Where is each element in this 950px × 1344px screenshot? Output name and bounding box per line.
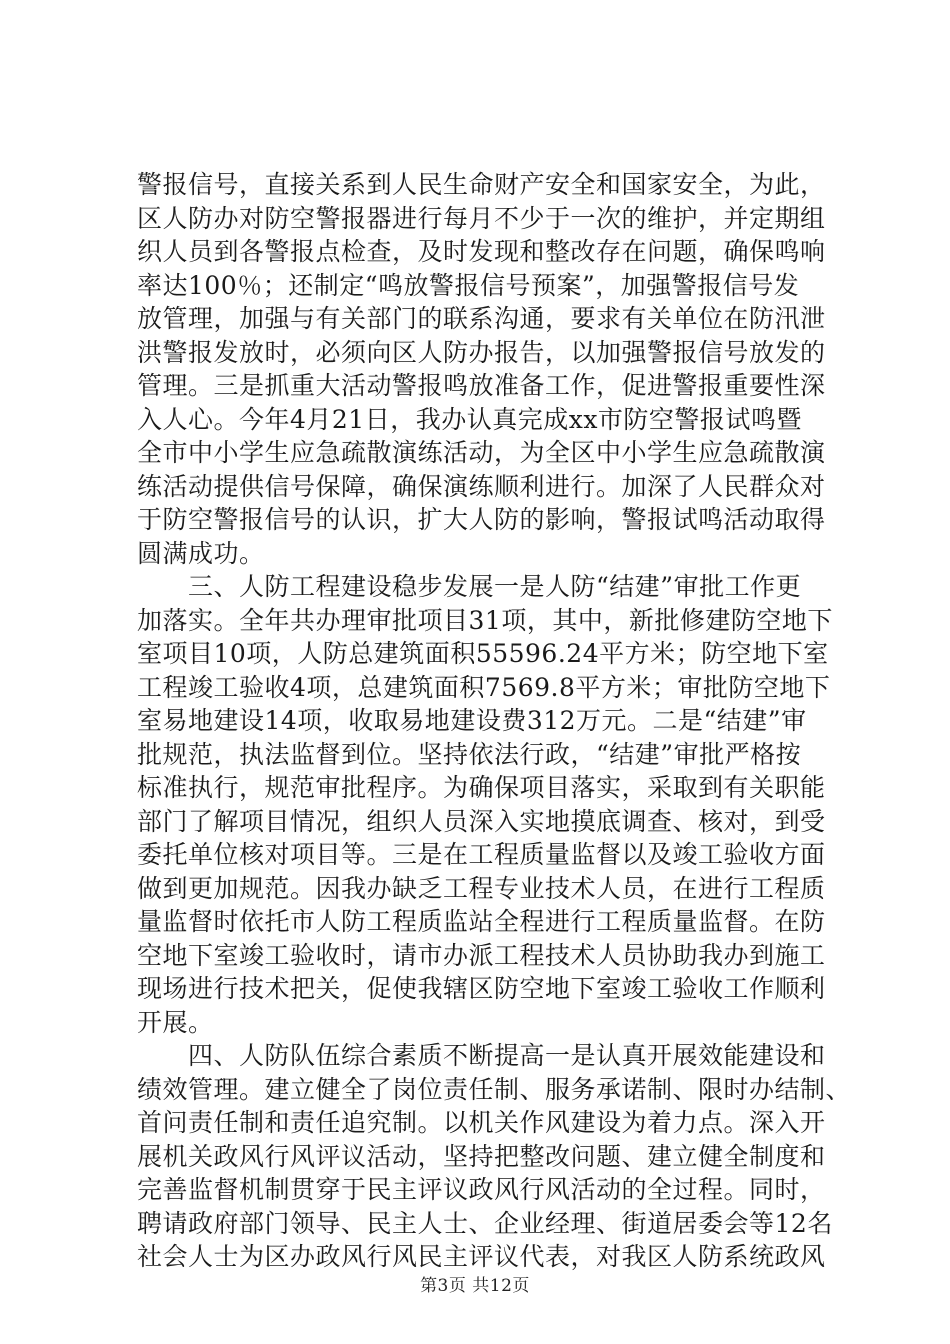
body-text — [137, 168, 852, 1274]
text-line: 完善监督机制贯穿于民主评议政风行风活动的全过程。同时， — [137, 1175, 826, 1204]
text-line: 室项目10项，人防总建筑面积55596.24平方米；防空地下室 — [137, 639, 829, 668]
text-line: 区人防办对防空警报器进行每月不少于一次的维护，并定期组 — [137, 203, 826, 233]
text-line: 全市中小学生应急疏散演练活动，为全区中小学生应急疏散演 — [137, 438, 826, 467]
text-line: 室易地建设14项，收取易地建设费312万元。二是“结建”审 — [137, 706, 807, 735]
text-line: 做到更加规范。因我办缺乏工程专业技术人员，在进行工程质 — [137, 873, 826, 903]
text-line: 织人员到各警报点检查，及时发现和整改存在问题，确保鸣响 — [137, 237, 826, 266]
text-line: 率达100％；还制定“鸣放警报信号预案”，加强警报信号发 — [137, 270, 800, 300]
text-line: 警报信号，直接关系到人民生命财产安全和国家安全，为此， — [137, 170, 826, 199]
text-line: 洪警报发放时，必须向区人防办报告，以加强警报信号放发的 — [137, 337, 826, 367]
text-line: 入人心。今年4月21日，我办认真完成xx市防空警报试鸣暨 — [137, 404, 802, 434]
page-number: 第3页 共12页 — [420, 1276, 530, 1296]
text-line: 练活动提供信号保障，确保演练顺利进行。加深了人民群众对 — [137, 471, 826, 501]
text-line: 首问责任制和责任追究制。以机关作风建设为着力点。深入开 — [137, 1108, 826, 1137]
text-line: 于防空警报信号的认识，扩大人防的影响，警报试鸣活动取得 — [137, 505, 826, 534]
text-line: 管理。三是抓重大活动警报鸣放准备工作，促进警报重要性深 — [137, 371, 826, 400]
text-line: 放管理，加强与有关部门的联系沟通，要求有关单位在防汛泄 — [137, 304, 826, 333]
text-line: 四、人防队伍综合素质不断提高一是认真开展效能建设和 — [137, 1041, 826, 1070]
text-line: 量监督时依托市人防工程质监站全程进行工程质量监督。在防 — [137, 907, 826, 936]
text-line: 聘请政府部门领导、民主人士、企业经理、街道居委会等12名 — [137, 1208, 833, 1238]
text-line: 社会人士为区办政风行风民主评议代表，对我区人防系统政风 — [137, 1242, 826, 1271]
text-line: 展机关政风行风评议活动，坚持把整改问题、建立健全制度和 — [137, 1141, 826, 1171]
text-line: 绩效管理。建立健全了岗位责任制、服务承诺制、限时办结制、 — [137, 1074, 852, 1104]
text-line: 标准执行，规范审批程序。为确保项目落实，采取到有关职能 — [137, 773, 826, 802]
text-line: 三、人防工程建设稳步发展一是人防“结建”审批工作更 — [137, 572, 802, 601]
text-line: 部门了解项目情况，组织人员深入实地摸底调查、核对，到受 — [137, 806, 826, 836]
text-line: 工程竣工验收4项，总建筑面积7569.8平方米；审批防空地下 — [137, 672, 831, 702]
text-line: 委托单位核对项目等。三是在工程质量监督以及竣工验收方面 — [137, 840, 826, 869]
text-line: 批规范，执法监督到位。坚持依法行政，“结建”审批严格按 — [137, 739, 802, 769]
text-line: 加落实。全年共办理审批项目31项，其中，新批修建防空地下 — [137, 605, 833, 635]
text-line: 开展。 — [137, 1007, 214, 1037]
text-line: 空地下室竣工验收时，请市办派工程技术人员协助我办到施工 — [137, 940, 826, 970]
text-line: 现场进行技术把关，促使我辖区防空地下室竣工验收工作顺利 — [137, 974, 826, 1003]
text-line: 圆满成功。 — [137, 538, 265, 568]
